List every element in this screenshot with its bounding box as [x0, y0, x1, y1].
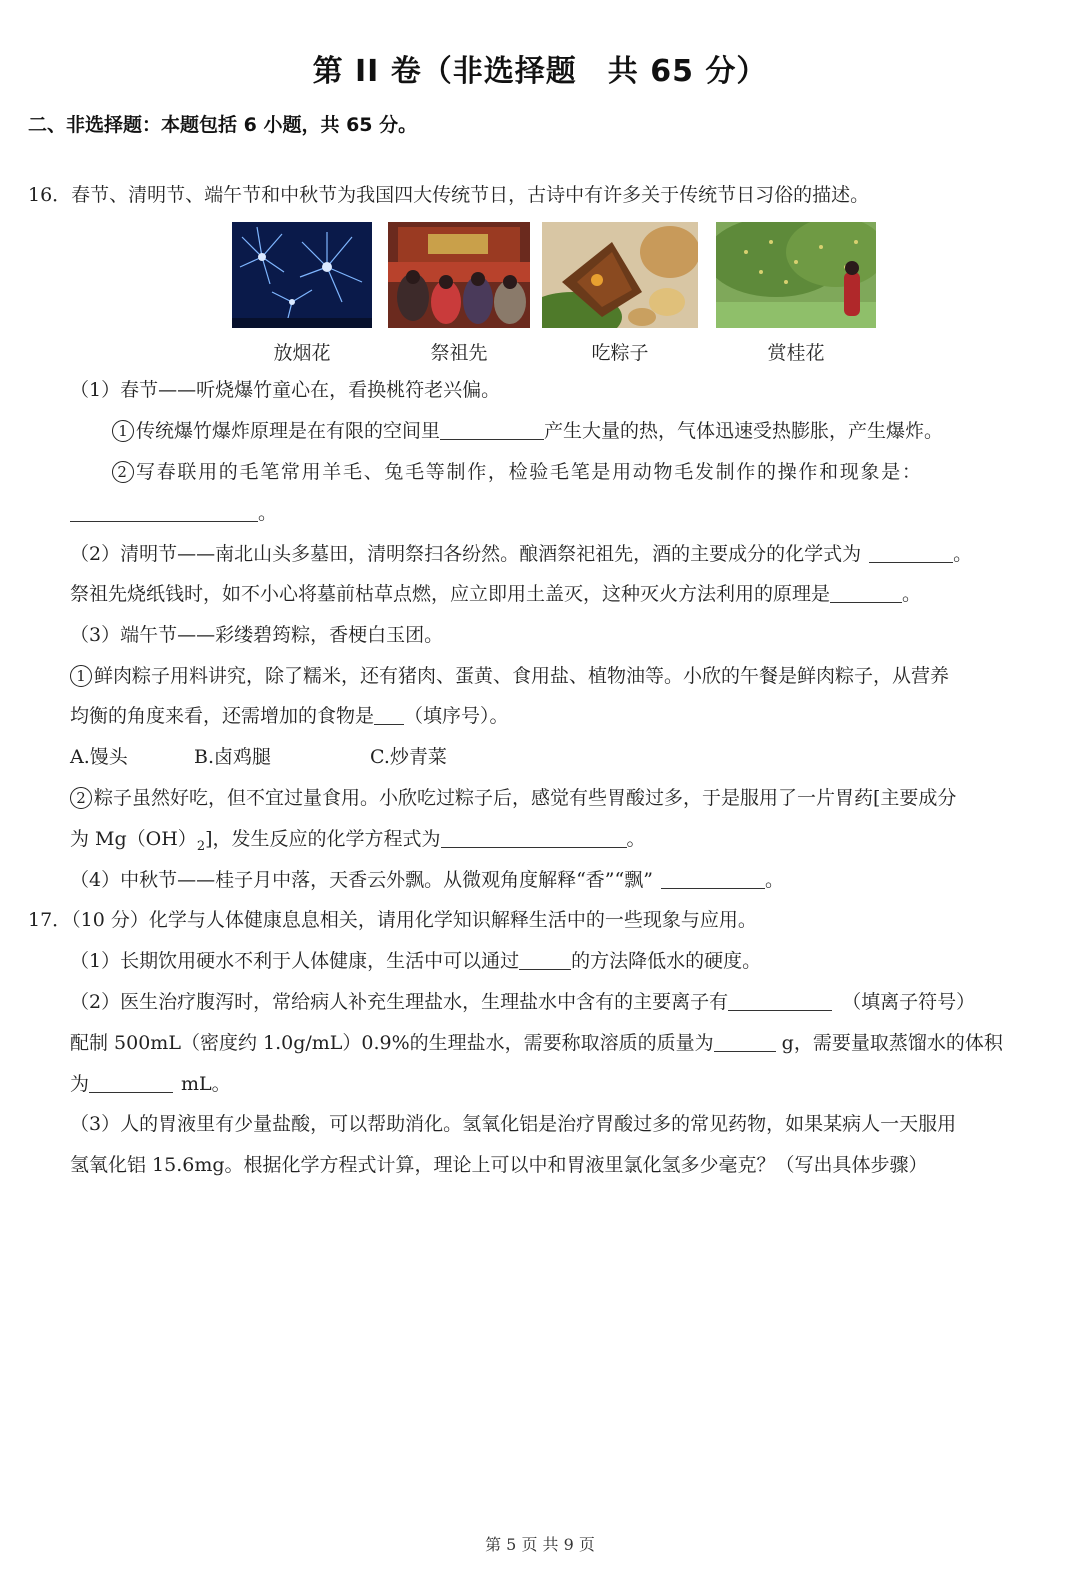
answer-blank[interactable] [714, 1031, 776, 1052]
festival-photos [0, 222, 1080, 362]
q16-part3-sub2-line1: 2 粽子虽然好吃，但不宜过量食用。小欣吃过粽子后，感觉有些胃酸过多，于是服用了一片胃药[主要成分 [70, 785, 956, 811]
photo-caption: 赏桂花 [767, 342, 825, 364]
q16-part1-sub2-answer: 。 [70, 500, 277, 526]
q16-part3-sub1-line1: 1 鲜肉粽子用料讲究，除了糯米，还有猪肉、蛋黄、食用盐、植物油等。小欣的午餐是鲜肉粽子，从营养 [70, 663, 949, 689]
fireworks-photo [232, 222, 372, 328]
circled-number: 2 [112, 461, 134, 483]
option-c[interactable]: C.炒青菜 [370, 746, 447, 768]
page-number: 第 5 页 共 9 页 [485, 1535, 595, 1554]
option-b[interactable]: B.卤鸡腿 [194, 746, 272, 768]
q17-stem: 17．（10 分）化学与人体健康息息相关，请用化学知识解释生活中的一些现象与应用。 [28, 909, 757, 931]
q16-part2-line2: 祭祖先烧纸钱时，如不小心将墓前枯草点燃，应立即用土盖灭，这种灭火方法利用的原理是 。 [70, 583, 922, 605]
q16-part1-sub2: 2 写春联用的毛笔常用羊毛、兔毛等制作，检验毛笔是用动物毛发制作的操作和现象是： [112, 459, 923, 485]
q16-part3-sub2-line2: 为 $Mg(OH)_2$]，发生反应的化学方程式为 。 [70, 828, 646, 854]
answer-blank[interactable] [869, 542, 953, 563]
photo-caption: 放烟花 [273, 342, 331, 364]
answer-blank[interactable] [89, 1072, 173, 1093]
q16-stem: 16．春节、清明节、端午节和中秋节为我国四大传统节日，古诗中有许多关于传统节日习俗的描述。 [28, 184, 870, 206]
circled-number: 2 [70, 787, 92, 809]
q16-part1-heading: （1）春节——听烧爆竹童心在，看换桃符老兴偏。 [70, 379, 501, 401]
zongzi-photo [542, 222, 698, 328]
circled-number: 1 [70, 665, 92, 687]
answer-blank[interactable] [441, 827, 627, 848]
q17-part1: （1）长期饮用硬水不利于人体健康，生活中可以通过 的方法降低水的硬度。 [70, 950, 762, 972]
ancestor-worship-photo [388, 222, 530, 328]
q16-part4: （4）中秋节——桂子月中落，天香云外飘。从微观角度解释“香”“飘” 。 [70, 869, 784, 891]
photo-caption: 祭祖先 [430, 342, 488, 364]
section-header: 二、非选择题：本题包括 6 小题，共 65 分。 [28, 114, 418, 136]
q17-part2-line2: 配制 500mL（密度约 1.0g/mL）0.9%的生理盐水，需要称取溶质的质量为 g，需要量取蒸馏水的体积 [70, 1032, 1003, 1054]
answer-blank[interactable] [728, 990, 832, 1011]
answer-blank[interactable] [519, 949, 571, 970]
q17-part2-line3: 为 mL。 [70, 1073, 231, 1095]
answer-blank[interactable] [661, 868, 765, 889]
q17-part2-line1: （2）医生治疗腹泻时，常给病人补充生理盐水，生理盐水中含有的主要离子有 （填离子符号） [70, 991, 976, 1013]
q16-part1-sub1: 1 传统爆竹爆炸原理是在有限的空间里 产生大量的热，气体迅速受热膨胀，产生爆炸。 [112, 418, 943, 444]
answer-blank[interactable] [70, 501, 258, 522]
answer-blank[interactable] [374, 704, 404, 725]
q17-part3-line1: （3）人的胃液里有少量盐酸，可以帮助消化。氢氧化铝是治疗胃酸过多的常见药物，如果某病人一天服用 [70, 1113, 957, 1135]
q16-part3-heading: （3）端午节——彩缕碧筠粽，香梗白玉团。 [70, 624, 444, 646]
osmanthus-photo [716, 222, 876, 328]
circled-number: 1 [112, 420, 134, 442]
q16-options [70, 744, 447, 770]
option-a[interactable]: A.馒头 [70, 746, 128, 768]
q16-part2-line1: （2）清明节——南北山头多墓田，清明祭扫各纷然。酿酒祭祀祖先，酒的主要成分的化学式为 。 [70, 543, 973, 565]
paper-title: 第 II 卷（非选择题 共 65 分） [312, 54, 768, 89]
q17-part3-line2: 氢氧化铝 15.6mg。根据化学方程式计算，理论上可以中和胃液里氯化氢多少毫克？（写出具体步骤） [70, 1154, 928, 1176]
q16-part3-sub1-line2: 均衡的角度来看，还需增加的食物是 （填序号）。 [70, 705, 509, 727]
photo-caption: 吃粽子 [591, 342, 649, 364]
answer-blank[interactable] [830, 582, 902, 603]
answer-blank[interactable] [440, 419, 544, 440]
